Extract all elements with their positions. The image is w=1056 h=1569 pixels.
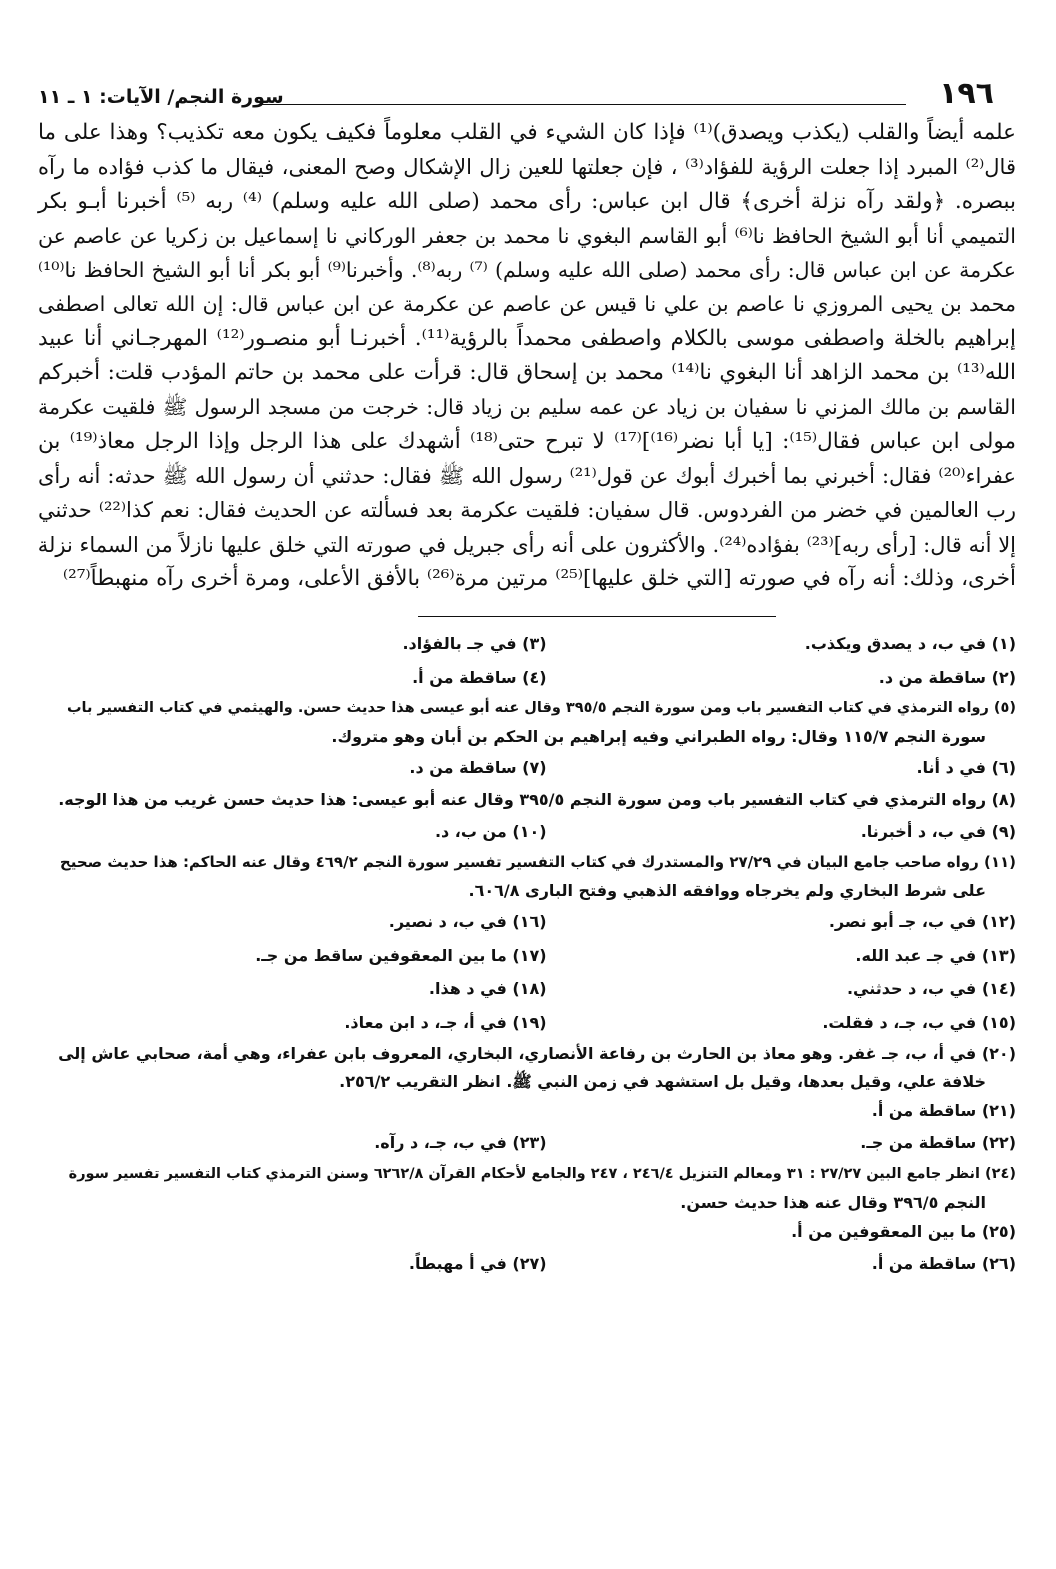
footnote: (٢٥) ما بين المعقوفين من أ. xyxy=(791,1221,1016,1241)
footnote: (١٢) في ب، جـ أبو نصر. xyxy=(828,912,1016,932)
footnote-row xyxy=(38,905,1016,939)
footnote-row xyxy=(38,1126,1016,1160)
footnote: (٢٢) ساقطة من جـ. xyxy=(860,1133,1016,1153)
footnote-continuation: خلافة علي، وقيل بعدها، وقيل بل استشهد في زمن النبي ﷺ. انظر التقريب ٢٥٦/٢. xyxy=(339,1072,986,1092)
page-header xyxy=(38,70,1016,116)
footnote-row xyxy=(38,939,1016,973)
footnote-row xyxy=(38,751,1016,785)
footnotes xyxy=(38,627,1016,1280)
text-line: الله⁽¹³⁾ بن محمد الزاهد أنا البغوي نا⁽¹⁴⁾ محمد بن إسحاق قال: قرأت على محمد بن حاتم المؤدب قلت: أخبركم xyxy=(38,360,1016,386)
footnote: (٢٤) انظر جامع البين ٢٧/٢٧ : ٣١ ومعالم التنزيل ٢٤٦/٤ ، ٢٤٧ والجامع لأحكام القرآن ٦٢٦٢/٨ وسنن الترمذي كتاب التفسير تفسير سورة xyxy=(68,1165,1016,1182)
text-line: علمه أيضاً والقلب (يكذب ويصدق)⁽¹⁾ فإذا كان الشيء في القلب معلوماً فكيف يكون معه تكذيب؟ وهذا على ما xyxy=(38,120,1016,145)
footnote-divider xyxy=(418,616,776,617)
footnote: (٢٦) ساقطة من أ. xyxy=(871,1253,1016,1273)
footnote: (٦) في د أنا. xyxy=(916,758,1016,778)
footnote: (١٥) في ب، جـ، د فقلت. xyxy=(822,1012,1016,1032)
footnote: (٣) في جـ بالفؤاد. xyxy=(402,634,547,654)
running-title: سورة النجم/ الآيات: ١ ـ ١١ xyxy=(38,86,284,108)
footnote-continuation: سورة النجم ١١٥/٧ وقال: رواه الطبراني وفيه إبراهيم بن الحكم بن أبان وهو متروك. xyxy=(331,727,986,747)
text-line: إبراهيم بالخلة واصطفى موسى بالكلام واصطفى محمداً بالرؤية⁽¹¹⁾. أخبرنـا أبو منصـور⁽¹²⁾ المهرجـاني أنا عبيد xyxy=(38,325,1016,351)
footnote-row xyxy=(38,627,1016,661)
text-line: عفراء⁽²⁰⁾ فقال: أخبرني بما أخبرك أبوك عن قول⁽²¹⁾ رسول الله ﷺ فقال: حدثني أن رسول الله ﷺ حدثه: أنه رأى xyxy=(38,463,1017,488)
footnote: (١٣) في جـ عبد الله. xyxy=(855,945,1016,965)
footnote: (١٤) في ب، د حدثني. xyxy=(846,979,1016,999)
text-line: ببصره. ﴿ولقد رآه نزلة أخرى﴾ قال ابن عباس: رأى محمد (صلى الله عليه وسلم) ⁽⁴⁾ ربه ⁽⁵⁾ أخبرنا أبـو بكر xyxy=(38,188,1016,214)
text-line: إلا أنه قال: [رأى ربه]⁽²³⁾ بفؤاده⁽²⁴⁾. والأكثرون على أنه رأى جبريل في صورته التي خلق عليها نازلاً من السماء نزلة xyxy=(37,532,1016,557)
text-line: قال⁽²⁾ المبرد إذا جعلت الرؤية للفؤاد⁽³⁾ ، فإن جعلتها للعين زال الإشكال وصح المعنى، فيقال ما كذب فؤاده ما رآه xyxy=(38,155,1016,180)
footnote-row xyxy=(38,1247,1016,1281)
footnote: (٢١) ساقطة من أ. xyxy=(871,1101,1016,1121)
page-number: ١٩٦ xyxy=(939,76,994,111)
footnote-row xyxy=(38,661,1016,695)
footnote: (١٧) ما بين المعقوفين ساقط من جـ. xyxy=(255,945,547,965)
text-line: مولى ابن عباس فقال⁽¹⁵⁾: [يا أبا نضر⁽¹⁶⁾]⁽¹⁷⁾ لا تبرح حتى⁽¹⁸⁾ أشهدك على هذا الرجل وإذا الرجل معاذ⁽¹⁹⁾ بن xyxy=(38,428,1017,454)
footnote: (٢٧) في أ مهبطاً. xyxy=(408,1253,547,1273)
text-line: أخرى، وذلك: أنه رآه في صورته [التي خلق عليها]⁽²⁵⁾ مرتين مرة⁽²⁶⁾ بالأفق الأعلى، ومرة أخرى رآه منهبطاً⁽²⁷⁾ xyxy=(62,565,1016,591)
footnote: (١) في ب، د يصدق ويكذب. xyxy=(804,634,1016,654)
footnote: (٥) رواه الترمذي في كتاب التفسير باب ومن سورة النجم ٣٩٥/٥ وقال عنه أبو عيسى هذا حديث حسن. والهيثمي في كتاب التفسير باب xyxy=(66,700,1016,717)
footnote: (٢) ساقطة من د. xyxy=(878,667,1016,687)
footnote: (٧) ساقطة من د. xyxy=(409,758,547,778)
text-line: القاسم بن مالك المزني نا سفيان بن زياد عن عمه سليم بن زياد قال: خرجت من مسجد الرسول ﷺ فلقيت عكرمة xyxy=(38,395,1016,420)
footnote: (٢٣) في ب، جـ، د رآه. xyxy=(374,1133,547,1153)
footnote: (١٠) من ب، د. xyxy=(434,821,547,841)
footnote: (٨) رواه الترمذي في كتاب التفسير باب ومن سورة النجم ٣٩٥/٥ وقال عنه أبو عيسى: هذا حديث حسن غريب من هذا الوجه. xyxy=(58,789,1016,809)
main-text xyxy=(38,116,1016,596)
text-line: محمد بن يحيى المروزي نا عاصم بن علي نا قيس عن عاصم عن عكرمة عن ابن عباس قال: إن الله تعالى اصطفى xyxy=(38,292,1016,317)
footnote: (١١) رواه صاحب جامع البيان في ٢٧/٢٩ والمستدرك في كتاب التفسير تفسير سورة النجم ٤٦٩/٢ وقال عنه الحاكم: هذا حديث صحيح xyxy=(59,853,1016,872)
footnote: (٤) ساقطة من أ. xyxy=(412,667,547,687)
footnote-row xyxy=(38,1006,1016,1040)
text-line: رب العالمين في خضر من الفردوس. قال سفيان: فلقيت عكرمة بعد فسألته عن الحديث فقال: نعم كذا⁽²²⁾ حدثني xyxy=(38,498,1016,523)
footnote-continuation: على شرط البخاري ولم يخرجاه ووافقه الذهبي وفتح البارى ٦٠٦/٨. xyxy=(468,881,986,901)
text-line: التميمي أنا أبو الشيخ الحافظ نا⁽⁶⁾ أبو القاسم البغوي نا محمد بن جعفر الوركاني نا إسماعيل بن زكريا عن عاصم عن xyxy=(38,223,1016,248)
footnote: (١٦) في ب، د نصير. xyxy=(388,912,547,932)
footnote: (١٨) في د هذا. xyxy=(428,979,547,999)
footnote-continuation: النجم ٣٩٦/٥ وقال عنه هذا حديث حسن. xyxy=(680,1192,986,1212)
footnote-row xyxy=(38,815,1016,849)
text-line: عكرمة عن ابن عباس قال: رأى محمد (صلى الله عليه وسلم) ⁽⁷⁾ ربه⁽⁸⁾. وأخبرنا⁽⁹⁾ أبو بكر أنا أبو الشيخ الحافظ نا⁽¹⁰⁾ xyxy=(38,258,1017,283)
footnote: (٩) في ب، د أخبرنا. xyxy=(860,821,1016,841)
footnote: (١٩) في أ، جـ، د ابن معاذ. xyxy=(344,1012,547,1032)
header-rule xyxy=(260,104,906,105)
footnote: (٢٠) في أ، ب، جـ غفر. وهو معاذ بن الحارث بن رفاعة الأنصاري، البخاري، المعروف بابن عفراء، وهي أمة، صحابي عاش إلى xyxy=(58,1044,1016,1064)
footnote-row xyxy=(38,972,1016,1006)
